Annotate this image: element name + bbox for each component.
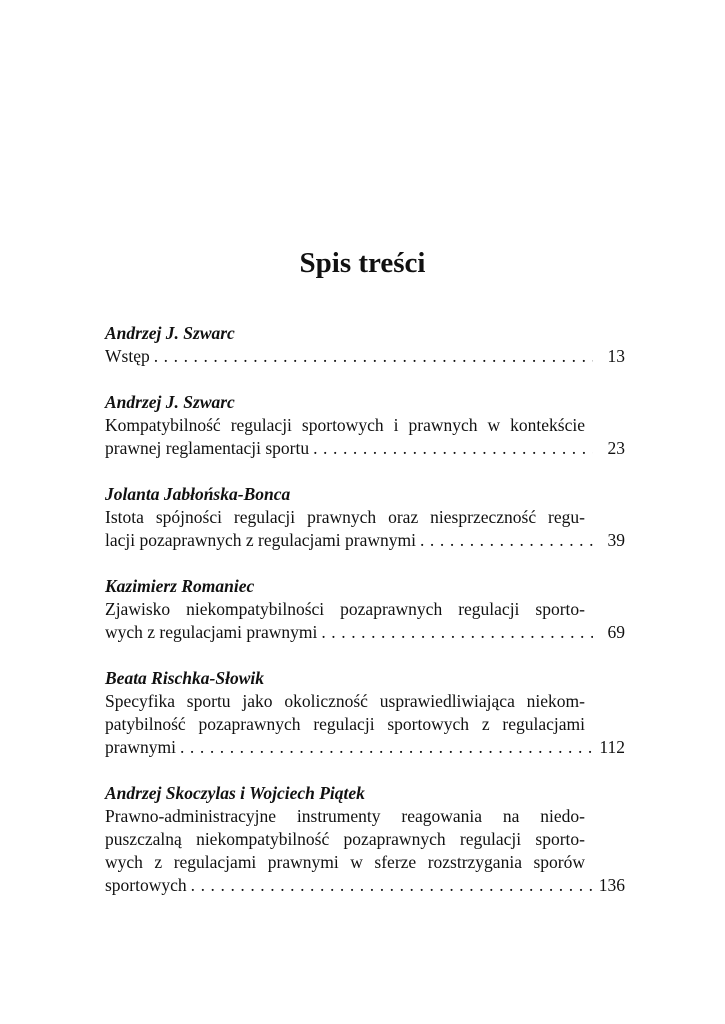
entry-title-line: Kompatybilność regulacji sportowych i prawnych w kontekście — [105, 415, 585, 435]
entry-author: Beata Rischka-Słowik — [105, 668, 264, 688]
toc-entry — [105, 322, 625, 368]
entry-title — [105, 805, 625, 897]
dot-leader — [150, 345, 593, 368]
entry-author: Jolanta Jabłońska-Bonca — [105, 484, 291, 504]
toc-entry — [105, 667, 625, 759]
entry-author: Kazimierz Romaniec — [105, 576, 255, 596]
page-number: 112 — [599, 737, 625, 757]
page-number: 39 — [607, 530, 625, 550]
entry-title — [105, 690, 625, 759]
dot-leader — [176, 736, 593, 759]
entry-author: Andrzej J. Szwarc — [105, 392, 235, 412]
toc-entry — [105, 575, 625, 644]
entry-title — [105, 414, 625, 460]
entry-author: Andrzej J. Szwarc — [105, 323, 235, 343]
entry-last-line — [105, 621, 625, 644]
dot-leader — [317, 621, 593, 644]
table-of-contents — [105, 322, 625, 920]
entry-title-line: patybilność pozaprawnych regulacji sportowych z regulacjami — [105, 714, 585, 734]
page-number: 13 — [607, 346, 625, 366]
entry-title — [105, 345, 625, 368]
entry-title-line: Zjawisko niekompatybilności pozaprawnych regulacji sporto- — [105, 599, 585, 619]
page-number: 23 — [607, 438, 625, 458]
entry-last-line — [105, 874, 625, 897]
entry-title-text: lacji pozaprawnych z regulacjami prawnymi — [105, 530, 416, 550]
entry-author: Andrzej Skoczylas i Wojciech Piątek — [105, 783, 365, 803]
entry-title — [105, 506, 625, 552]
entry-title-text: sportowych — [105, 875, 187, 895]
toc-entry — [105, 782, 625, 897]
entry-title-line: puszczalną niekompatybilność pozaprawnych regulacji sporto- — [105, 829, 585, 849]
entry-title-text: prawnej reglamentacji sportu — [105, 438, 310, 458]
dot-leader — [309, 437, 593, 460]
entry-title — [105, 598, 625, 644]
entry-title-text: prawnymi — [105, 737, 176, 757]
page-number: 69 — [607, 622, 625, 642]
entry-title-line: Prawno-administracyjne instrumenty reagowania na niedo- — [105, 806, 585, 826]
dot-leader — [416, 529, 593, 552]
toc-entry — [105, 391, 625, 460]
toc-entry — [105, 483, 625, 552]
entry-title-line: Specyfika sportu jako okoliczność usprawiedliwiająca niekom- — [105, 691, 585, 711]
entry-title-text: Wstęp — [105, 346, 150, 366]
entry-last-line — [105, 437, 625, 460]
entry-title-text: wych z regulacjami prawnymi — [105, 622, 318, 642]
entry-last-line — [105, 529, 625, 552]
entry-last-line — [105, 345, 625, 368]
entry-title-line: Istota spójności regulacji prawnych oraz niesprzeczność regu- — [105, 507, 585, 527]
page-title: Spis treści — [299, 247, 426, 279]
entry-last-line — [105, 736, 625, 759]
page-number: 136 — [598, 875, 625, 895]
dot-leader — [187, 874, 593, 897]
entry-title-line: wych z regulacjami prawnymi w sferze rozstrzygania sporów — [105, 852, 585, 872]
